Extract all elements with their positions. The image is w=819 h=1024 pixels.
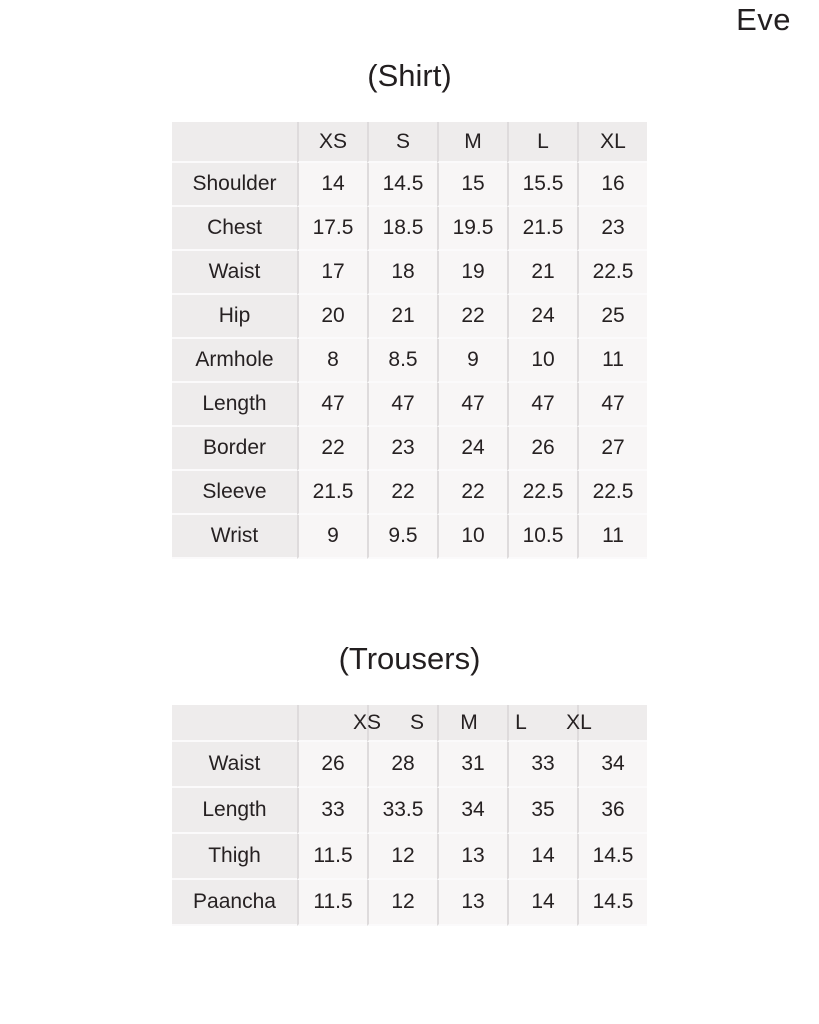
size-value: 14 bbox=[507, 834, 577, 880]
size-value: 10.5 bbox=[507, 515, 577, 559]
table-row bbox=[172, 788, 647, 834]
size-value: 11 bbox=[577, 515, 647, 559]
column-header-xl: XL bbox=[577, 122, 647, 163]
size-value: 33.5 bbox=[367, 788, 437, 834]
table-row bbox=[172, 515, 647, 559]
table-row bbox=[172, 471, 647, 515]
table-row bbox=[172, 742, 647, 788]
size-value: 27 bbox=[577, 427, 647, 471]
size-value: 21 bbox=[507, 251, 577, 295]
table-row bbox=[172, 251, 647, 295]
table-row bbox=[172, 880, 647, 926]
size-value: 19.5 bbox=[437, 207, 507, 251]
row-label: Sleeve bbox=[172, 471, 297, 515]
size-value: 14.5 bbox=[367, 163, 437, 207]
size-value: 47 bbox=[577, 383, 647, 427]
table-row bbox=[172, 834, 647, 880]
size-value: 21.5 bbox=[297, 471, 367, 515]
size-value: 19 bbox=[437, 251, 507, 295]
size-value: 47 bbox=[367, 383, 437, 427]
size-value: 26 bbox=[297, 742, 367, 788]
column-header-s: S bbox=[367, 122, 437, 163]
trousers-header-row bbox=[172, 705, 647, 742]
size-value: 17 bbox=[297, 251, 367, 295]
size-value: 15 bbox=[437, 163, 507, 207]
size-value: 25 bbox=[577, 295, 647, 339]
size-value: 22 bbox=[437, 295, 507, 339]
size-value: 12 bbox=[367, 834, 437, 880]
column-header-xl: XL bbox=[577, 705, 647, 742]
table-row bbox=[172, 207, 647, 251]
size-value: 33 bbox=[507, 742, 577, 788]
size-value: 18.5 bbox=[367, 207, 437, 251]
row-label: Armhole bbox=[172, 339, 297, 383]
size-value: 28 bbox=[367, 742, 437, 788]
size-value: 21.5 bbox=[507, 207, 577, 251]
size-value: 12 bbox=[367, 880, 437, 926]
shirt-size-table bbox=[172, 122, 647, 559]
size-value: 14.5 bbox=[577, 880, 647, 926]
size-value: 22.5 bbox=[577, 471, 647, 515]
table-row bbox=[172, 295, 647, 339]
size-value: 26 bbox=[507, 427, 577, 471]
size-value: 9 bbox=[437, 339, 507, 383]
row-label: Shoulder bbox=[172, 163, 297, 207]
size-value: 14 bbox=[507, 880, 577, 926]
size-value: 8 bbox=[297, 339, 367, 383]
size-value: 47 bbox=[297, 383, 367, 427]
size-value: 31 bbox=[437, 742, 507, 788]
size-value: 17.5 bbox=[297, 207, 367, 251]
row-label: Hip bbox=[172, 295, 297, 339]
shirt-header-row bbox=[172, 122, 647, 163]
size-value: 22 bbox=[437, 471, 507, 515]
row-label: Wrist bbox=[172, 515, 297, 559]
size-value: 21 bbox=[367, 295, 437, 339]
size-value: 24 bbox=[507, 295, 577, 339]
size-value: 47 bbox=[437, 383, 507, 427]
size-value: 36 bbox=[577, 788, 647, 834]
shirt-section-title: (Shirt) bbox=[367, 58, 452, 93]
row-label: Length bbox=[172, 383, 297, 427]
size-value: 22 bbox=[297, 427, 367, 471]
size-value: 15.5 bbox=[507, 163, 577, 207]
size-value: 22 bbox=[367, 471, 437, 515]
row-label: Border bbox=[172, 427, 297, 471]
size-value: 34 bbox=[437, 788, 507, 834]
size-value: 23 bbox=[577, 207, 647, 251]
size-value: 35 bbox=[507, 788, 577, 834]
size-value: 18 bbox=[367, 251, 437, 295]
size-value: 14.5 bbox=[577, 834, 647, 880]
column-header-xs: XS bbox=[297, 122, 367, 163]
size-value: 24 bbox=[437, 427, 507, 471]
column-header-s: S bbox=[367, 705, 437, 742]
table-row bbox=[172, 163, 647, 207]
size-value: 13 bbox=[437, 834, 507, 880]
column-header-l: L bbox=[507, 705, 577, 742]
size-value: 16 bbox=[577, 163, 647, 207]
size-value: 13 bbox=[437, 880, 507, 926]
table-row bbox=[172, 383, 647, 427]
corner-cell bbox=[172, 705, 297, 742]
size-value: 9.5 bbox=[367, 515, 437, 559]
row-label: Paancha bbox=[172, 880, 297, 926]
row-label: Thigh bbox=[172, 834, 297, 880]
table-row bbox=[172, 427, 647, 471]
brand-logo-text: Eve bbox=[736, 2, 791, 37]
column-header-l: L bbox=[507, 122, 577, 163]
size-value: 10 bbox=[507, 339, 577, 383]
size-value: 14 bbox=[297, 163, 367, 207]
row-label: Chest bbox=[172, 207, 297, 251]
size-value: 10 bbox=[437, 515, 507, 559]
size-value: 34 bbox=[577, 742, 647, 788]
trousers-section-title: (Trousers) bbox=[338, 641, 481, 676]
size-value: 33 bbox=[297, 788, 367, 834]
size-value: 22.5 bbox=[577, 251, 647, 295]
table-row bbox=[172, 339, 647, 383]
size-value: 22.5 bbox=[507, 471, 577, 515]
row-label: Length bbox=[172, 788, 297, 834]
corner-cell bbox=[172, 122, 297, 163]
size-value: 47 bbox=[507, 383, 577, 427]
size-value: 8.5 bbox=[367, 339, 437, 383]
size-value: 23 bbox=[367, 427, 437, 471]
size-value: 11.5 bbox=[297, 834, 367, 880]
column-header-m: M bbox=[437, 705, 507, 742]
row-label: Waist bbox=[172, 251, 297, 295]
trousers-size-table bbox=[172, 705, 647, 926]
size-value: 20 bbox=[297, 295, 367, 339]
size-value: 9 bbox=[297, 515, 367, 559]
size-value: 11 bbox=[577, 339, 647, 383]
column-header-m: M bbox=[437, 122, 507, 163]
size-value: 11.5 bbox=[297, 880, 367, 926]
column-header-xs: XS bbox=[297, 705, 367, 742]
row-label: Waist bbox=[172, 742, 297, 788]
